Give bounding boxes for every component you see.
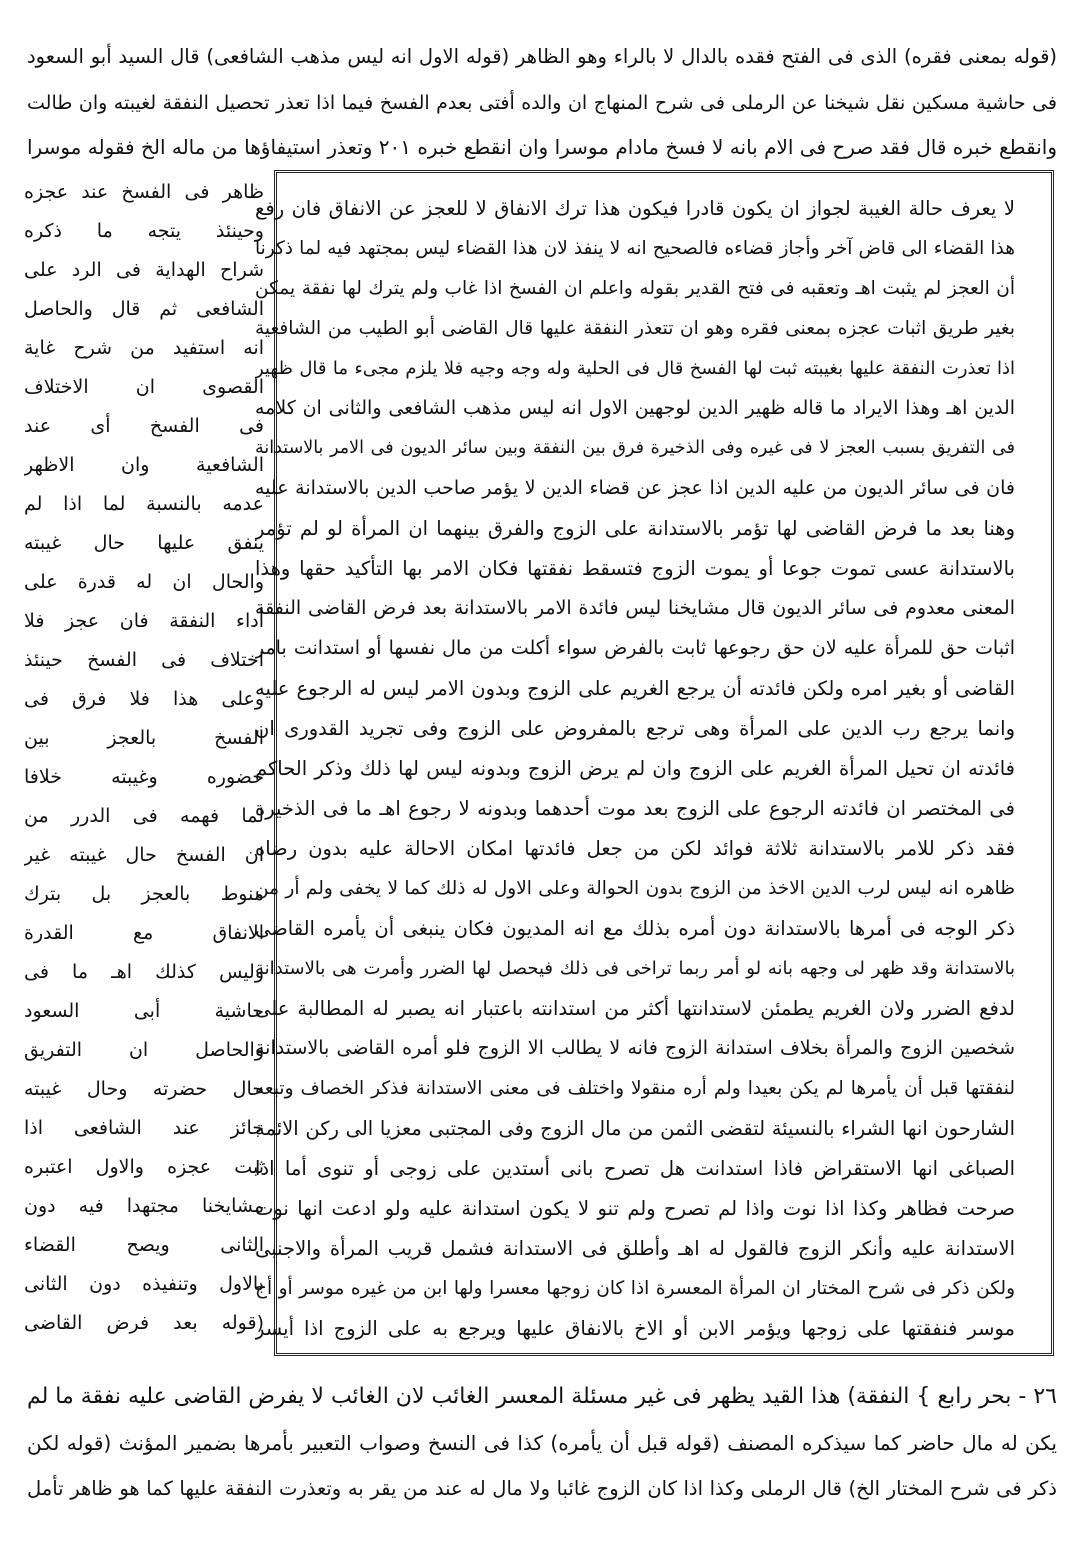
- main-line-19: ذكر الوجه فى أمرها بالاستدانة دون أمره بذلك مع انه المديون فكان ينبغى أن يأمره القاضى: [255, 917, 1015, 940]
- main-line-7: فى التفريق بسبب العجز لا فى غيره وفى الذخيرة فرق بين النفقة وبين سائر الديون فى الامر بالاستدانة: [255, 438, 1015, 458]
- main-line-2: هذا القضاء الى قاض آخر وأجاز قضاءه فالصحيح انه لا ينفذ لان هذا القضاء ليس بمجتهد فيه لما ذكرنا: [255, 238, 1015, 259]
- main-line-9: وهنا بعد ما فرض القاضى لها تؤمر بالاستدانة على الزوج والفرق بينهما ان المرأة لو لم تؤمر: [255, 517, 1015, 540]
- main-line-24: الشارحون انها الشراء بالنسيئة لتقضى الثمن من مال الزوج وفى المجتبى معزيا الى ركن الائمة: [255, 1117, 1015, 1140]
- main-line-29: موسر فنفقتها على زوجها ويؤمر الابن أو الاخ بالانفاق عليها ويرجع به على الزوج اذا أيسر: [255, 1317, 1015, 1340]
- top-line-3: وانقطع خبره قال فقد صرح فى الام بانه لا فسخ مادام موسرا وان انقطع خبره ۲۰۱ وتعذر استيفاؤها من ماله الخ فقوله موسرا: [27, 135, 1057, 159]
- main-line-6: الدين اهـ وهذا الايراد ما قاله ظهير الدين لوجهين الاول انه ليس مذهب الشافعى والثانى ان كلامه: [255, 397, 1015, 419]
- main-line-14: وانما يرجع رب الدين على المرأة وهى ترجع بالمفروض على الزوج وفى تجريد القدورى ان: [255, 717, 1015, 740]
- bottom-line-2: يكن له مال حاضر كما سيذكره المصنف (قوله قبل أن يأمره) كذا فى النسخ وصواب التعبير بأمرها بضمير المؤنث (قوله لكن: [27, 1431, 1057, 1455]
- main-line-22: شخصين الزوج والمرأة بخلاف استدانة الزوج فانه لا يطالب الا الزوج فلو أمره القاضى بالاستدانة: [255, 1037, 1015, 1059]
- main-line-8: فان فى سائر الديون من عليه الدين اذا عجز عن قضاء الدين لا يؤمر صاحب الدين بالاستدانة عليه: [255, 477, 1015, 499]
- main-line-23: لنفقتها قبل أن يأمرها لم يكن بعيدا ولم أره منقولا واختلف فى معنى الاستدانة فذكر الخصاف وتبعه: [255, 1078, 1015, 1099]
- main-line-13: القاضى أو بغير امره ولكن فائدته أن يرجع الغريم على الزوج وبدون الامر ليس له الرجوع عليه: [255, 677, 1015, 700]
- side-line-8: الشافعية وان الاظهر: [24, 454, 264, 476]
- main-line-26: صرحت فظاهر وكذا اذا نوت واذا لم تصرح ولم تنو لا يكون استدانة عليه ولو ادعت انها نوت: [255, 1197, 1015, 1220]
- main-line-12: اثبات حق للمرأة عليه لان حق رجوعها ثابت بالفرض سواء أكلت من مال نفسها أو استدانت بامر: [255, 637, 1015, 659]
- side-line-1: ظاهر فى الفسخ عند عجزه: [24, 181, 264, 203]
- bottom-line-3: ذكر فى شرح المختار الخ) قال الرملى وكذا اذا كان الزوج غائبا ولا مال له عند من يقر به وتعذرت النفقة عليها كما هو ظاهر تأمل: [27, 1477, 1057, 1500]
- main-line-4: بغير طريق اثبات عجزه بمعنى فقره وهو ان تتعذر النفقة عليها قال القاضى أبو الطيب من الشافعية: [255, 318, 1015, 339]
- side-line-23: والحاصل ان التفريق: [24, 1039, 264, 1061]
- side-line-4: الشافعى ثم قال والحاصل: [24, 298, 264, 320]
- main-line-3: أن العجز لم يثبت اهـ وتعقبه فى فتح القدير بقوله واعلم ان الفسخ اذا غاب ولم يترك لها نفقة يمكن: [255, 278, 1015, 299]
- main-line-1: لا يعرف حالة الغيبة لجواز ان يكون قادرا فيكون هذا ترك الانفاق لا للعجز عن الانفاق فان رفع: [255, 197, 1015, 220]
- top-line-2: فى حاشية مسكين نقل شيخنا عن الرملى فى شرح المنهاج ان والده أفتى بعدم الفسخ فيما اذا تعذر تحصيل النفقة لغيبته وان طالت: [27, 92, 1057, 114]
- main-line-11: المعنى معدوم فى سائر الديون قال مشايخنا ليس فائدة الامر بالاستدانة بعد فرض القاضى النفقة: [255, 597, 1015, 619]
- main-line-15: فائدته ان تحيل المرأة الغريم على الزوج وان لم يرض الزوج وبدونه ليس لها ذلك وذكر الحاكم: [255, 757, 1015, 780]
- side-line-9: عدمه بالنسبة لما اذا لم: [24, 493, 264, 515]
- side-line-12: أداء النفقة فان عجز فلا: [24, 610, 264, 632]
- side-line-19: منوط بالعجز بل بترك: [24, 883, 264, 905]
- side-line-20: الانفاق مع القدرة: [24, 922, 264, 944]
- side-line-6: القصوى ان الاختلاف: [24, 376, 264, 398]
- side-line-29: بالاول وتنفيذه دون الثانى: [24, 1273, 264, 1295]
- side-line-5: انه استفيد من شرح غاية: [24, 337, 264, 359]
- bottom-line-1: ٢٦ - بحر رابع } النفقة) هذا القيد يظهر فى غير مسئلة المعسر الغائب لان الغائب لا يفرض القاضى عليه نفقة ما لم: [27, 1384, 1057, 1409]
- main-line-27: الاستدانة عليه وأنكر الزوج فالقول له اهـ وأطلق فى الاستدانة فشمل قريب المرأة والاجنبى: [255, 1237, 1015, 1260]
- side-line-14: وعلى هذا فلا فرق فى: [24, 688, 264, 710]
- side-line-16: حضوره وغيبته خلافا: [24, 766, 264, 788]
- main-line-28: ولكن ذكر فى شرح المختار ان المرأة المعسرة اذا كان زوجها معسرا ولها ابن من غيره موسر أو أخ: [255, 1278, 1015, 1299]
- side-line-30: (قوله بعد فرض القاضى: [24, 1312, 264, 1334]
- side-line-28: الثانى ويصح القضاء: [24, 1234, 264, 1256]
- main-line-20: بالاستدانة وقد ظهر لى وجهه بانه لو أمر ربما تراخى فى ذلك فيحصل لها الضرر وأمرت هى بالاستدانة: [255, 958, 1015, 979]
- main-line-17: فقد ذكر للامر بالاستدانة ثلاثة فوائد لكن من جعل فائدتها امكان الاحالة عليه بدون رضاه: [255, 837, 1015, 860]
- side-line-10: ينفق عليها حال غيبته: [24, 532, 264, 554]
- top-line-1: (قوله بمعنى فقره) الذى فى الفتح فقده بالدال لا بالراء وهو الظاهر (قوله الاول انه ليس مذهب الشافعى) قال السيد أبو السعود: [27, 45, 1057, 68]
- side-line-27: مشايخنا مجتهدا فيه دون: [24, 1195, 264, 1217]
- main-line-5: اذا تعذرت النفقة عليها بغيبته ثبت لها الفسخ قال فى الحلية وله وجه وجيه فلا يلزم مجىء ما قال ظهير: [255, 358, 1015, 379]
- side-line-18: ان الفسخ حال غيبته غير: [24, 844, 264, 866]
- side-line-22: حاشية أبى السعود: [24, 1000, 264, 1022]
- side-line-24: حال حضرته وحال غيبته: [24, 1078, 264, 1100]
- side-line-7: فى الفسخ أى عند: [24, 415, 264, 437]
- main-text-frame: [255, 170, 1054, 1356]
- side-line-11: والحال ان له قدرة على: [24, 571, 264, 593]
- main-line-18: ظاهره انه ليس لرب الدين الاخذ من الزوج بدون الحوالة وعلى الاول له ذلك كما لا يخفى ولم أر من: [255, 878, 1015, 899]
- main-line-25: الصباغى انها الاستقراض فاذا استدانت هل تصرح بانى أستدين على زوجى أو تنوى أما اذا: [255, 1157, 1015, 1180]
- side-line-13: اختلاف فى الفسخ حينئذ: [24, 649, 264, 671]
- side-line-15: الفسخ بالعجز بين: [24, 727, 264, 749]
- side-line-25: جائز عند الشافعى اذا: [24, 1117, 264, 1139]
- side-line-21: وليس كذلك اهـ ما فى: [24, 961, 264, 983]
- main-line-21: لدفع الضرر ولان الغريم يطمئن لاستدانتها أكثر من استدانته باعتبار انه يصبر له المطالبة على: [255, 997, 1015, 1020]
- side-line-3: شراح الهداية فى الرد على: [24, 259, 264, 281]
- main-line-10: بالاستدانة عسى تموت جوعا أو يموت الزوج فتسقط نفقتها فكان الامر بها التأكيد حقها وهذا: [255, 557, 1015, 580]
- side-line-26: ثبت عجزه والاول اعتبره: [24, 1156, 264, 1178]
- side-line-2: وحينئذ يتجه ما ذكره: [24, 220, 264, 242]
- side-line-17: لما فهمه فى الدرر من: [24, 805, 264, 827]
- main-line-16: فى المختصر ان فائدته الرجوع على الزوج بعد موت أحدهما وبدونه لا رجوع اهـ ما فى الذخيرة: [255, 797, 1015, 820]
